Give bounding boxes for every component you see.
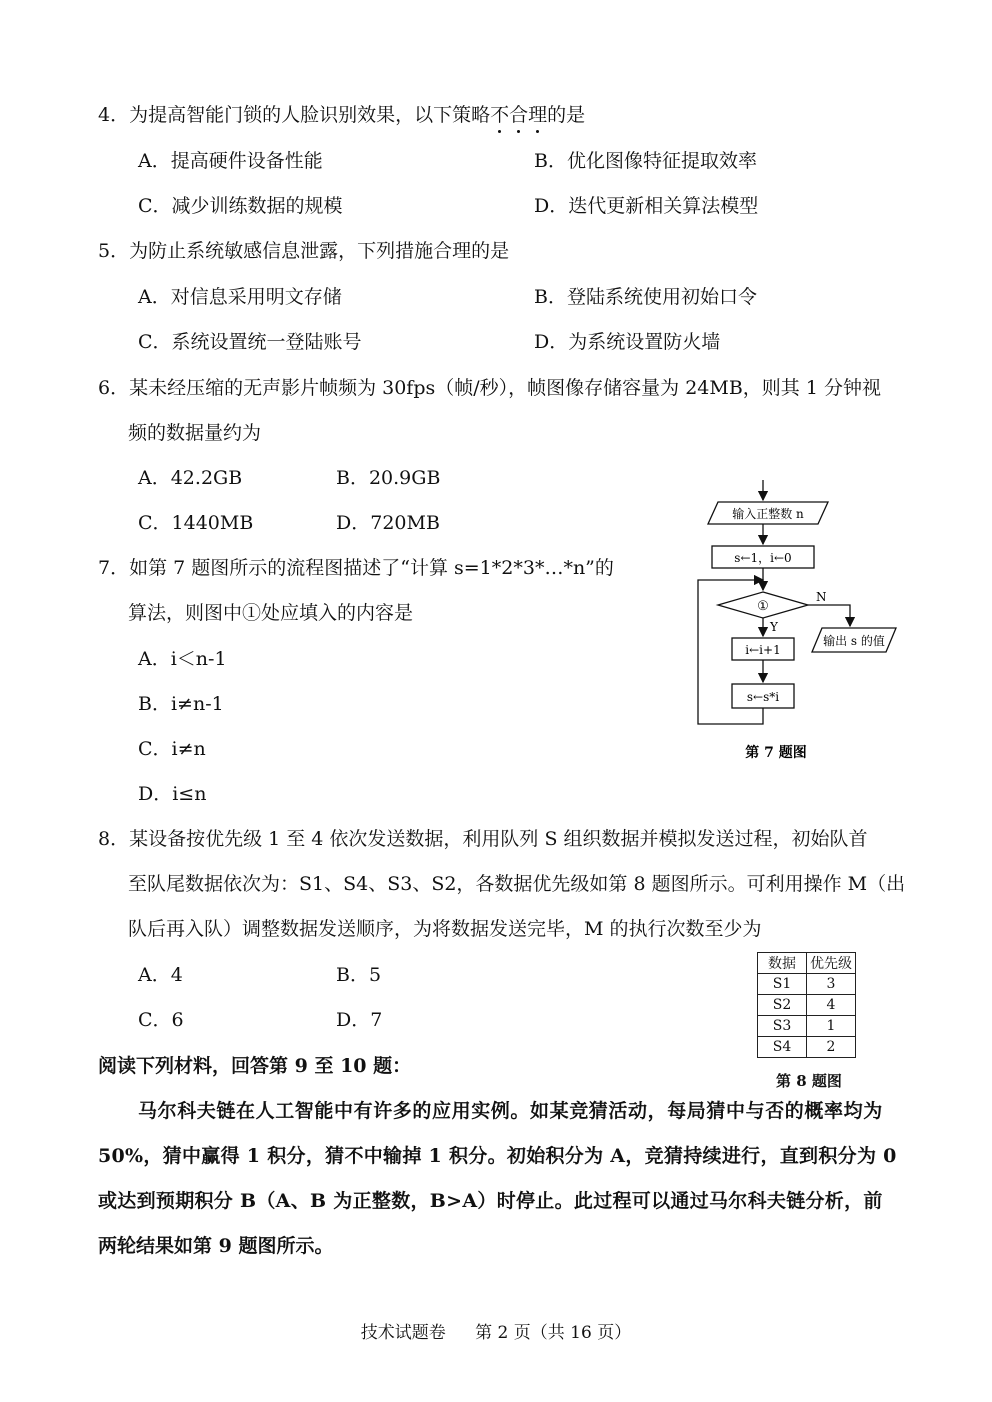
reading-line-3: 或达到预期积分 B（A、B 为正整数，B>A）时停止。此过程可以通过马尔科夫链分析，前: [98, 1190, 883, 1212]
q5-number: 5．: [98, 240, 130, 262]
q4-emphasis-char: 合: [509, 104, 529, 126]
page-footer: [0, 1318, 992, 1343]
q7-option-b: B．i≠n-1: [138, 693, 224, 715]
q7-number: 7．: [98, 557, 130, 579]
q4-stem-part2: 的是: [547, 104, 586, 126]
flow-yes-label: Y: [770, 620, 778, 634]
q8-option-d: D．7: [336, 1009, 383, 1031]
q5-option-c: C．系统设置统一登陆账号: [138, 331, 362, 353]
q4-emphasis-char: 理: [528, 104, 548, 126]
footer-title: 技术试题卷: [360, 1323, 446, 1343]
reading-line-1: 马尔科夫链在人工智能中有许多的应用实例。如某竞猜活动，每局猜中与否的概率均为: [138, 1100, 883, 1122]
q6-stem-line1: 某未经压缩的无声影片帧频为 30fps（帧/秒），帧图像存储容量为 24MB，则其 1 分钟视: [129, 377, 881, 399]
table-header-cell: 优先级: [807, 953, 856, 974]
q4-option-b: B．优化图像特征提取效率: [534, 150, 757, 172]
flow-init-label: s←1，i←0: [734, 551, 792, 565]
table-row: [758, 974, 856, 995]
q7-stem-line2: 算法，则图中①处应填入的内容是: [128, 602, 414, 624]
flow-arrow-no: [808, 605, 850, 626]
footer-page-number: 第 2 页（共 16 页）: [475, 1323, 632, 1343]
q4-option-c: C．减少训练数据的规模: [138, 195, 343, 217]
q8-stem-line1: 某设备按优先级 1 至 4 依次发送数据，利用队列 S 组织数据并模拟发送过程，初始队首: [129, 828, 868, 850]
table-cell: S2: [758, 995, 807, 1016]
q5-option-b: B．登陆系统使用初始口令: [534, 286, 757, 308]
q8-stem: [98, 826, 868, 852]
table-cell: 4: [807, 995, 856, 1016]
q7-option-a: A．i＜n-1: [138, 648, 227, 670]
q7-option-c: C．i≠n: [138, 738, 206, 760]
q6-number: 6．: [98, 377, 130, 399]
flowchart-caption: 第 7 题图: [745, 745, 807, 761]
table-row: [758, 1037, 856, 1058]
table-cell: S3: [758, 1016, 807, 1037]
reading-heading: 阅读下列材料，回答第 9 至 10 题：: [98, 1055, 412, 1077]
table-cell: S4: [758, 1037, 807, 1058]
table-cell: 1: [807, 1016, 856, 1037]
q8-option-b: B．5: [336, 964, 382, 986]
q4-option-a: A．提高硬件设备性能: [138, 150, 323, 172]
flowchart-q7: [690, 478, 910, 768]
q7-option-d: D．i≤n: [138, 783, 207, 805]
table-row: [758, 995, 856, 1016]
q6-stem-line2: 频的数据量约为: [128, 422, 262, 444]
q6-option-d: D．720MB: [336, 512, 440, 534]
table-header-cell: 数据: [758, 953, 807, 974]
reading-line-2: 50%，猜中赢得 1 积分，猜不中输掉 1 积分。初始积分为 A，竞猜持续进行，直到积分为 0: [98, 1145, 897, 1167]
q8-option-a: A．4: [138, 964, 183, 986]
table-cell: 3: [807, 974, 856, 995]
q8-stem-line3: 队后再入队）调整数据发送顺序，为将数据发送完毕，M 的执行次数至少为: [128, 918, 762, 940]
q8-option-c: C．6: [138, 1009, 184, 1031]
q6-stem: [98, 375, 881, 401]
flow-decision-label: ①: [757, 599, 769, 614]
q7-stem: [98, 555, 614, 581]
flow-output-label: 输出 s 的值: [823, 634, 885, 648]
q6-option-c: C．1440MB: [138, 512, 254, 534]
flow-step2-label: s←s*i: [746, 690, 780, 704]
q8-stem-line2: 至队尾数据依次为：S1、S4、S3、S2，各数据优先级如第 8 题图所示。可利用操作 M（出: [128, 873, 906, 895]
reading-line-4: 两轮结果如第 9 题图所示。: [98, 1235, 334, 1257]
flow-step1-label: i←i+1: [745, 643, 781, 657]
priority-table: [757, 952, 856, 1058]
q4-stem-part1: 为提高智能门锁的人脸识别效果，以下策略: [129, 104, 491, 126]
q5-option-a: A．对信息采用明文存储: [138, 286, 342, 308]
table-cell: 2: [807, 1037, 856, 1058]
q5-option-d: D．为系统设置防火墙: [534, 331, 721, 353]
flow-no-label: N: [816, 590, 827, 604]
q5-stem: [98, 238, 509, 264]
q8-number: 8．: [98, 828, 130, 850]
table-header-row: [758, 953, 856, 974]
q6-option-b: B．20.9GB: [336, 467, 441, 489]
q5-stem-text: 为防止系统敏感信息泄露，下列措施合理的是: [129, 240, 510, 262]
q4-number: 4．: [98, 104, 130, 126]
table-row: [758, 1016, 856, 1037]
q4-stem: [98, 102, 585, 128]
q6-option-a: A．42.2GB: [138, 467, 243, 489]
table-cell: S1: [758, 974, 807, 995]
priority-table-caption: 第 8 题图: [776, 1072, 842, 1090]
q4-option-d: D．迭代更新相关算法模型: [534, 195, 759, 217]
flow-input-label: 输入正整数 n: [732, 507, 804, 521]
q4-emphasis-char: 不: [490, 104, 510, 126]
q7-stem-line1: 如第 7 题图所示的流程图描述了“计算 s=1*2*3*…*n”的: [129, 557, 614, 579]
